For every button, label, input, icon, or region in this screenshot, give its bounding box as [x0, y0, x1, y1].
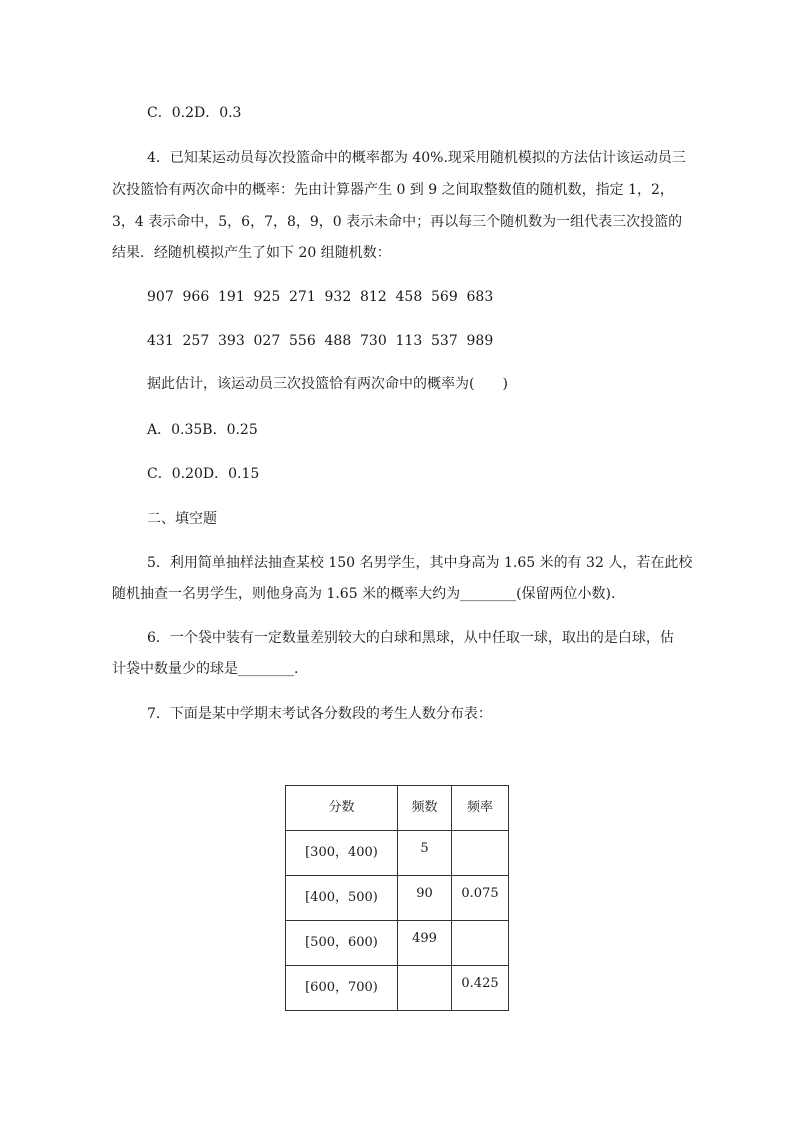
q7-text-line1: 7．下面是某中学期末考试各分数段的考生人数分布表： — [147, 706, 492, 722]
q4-text-line1: 4．已知某运动员每次投篮命中的概率都为 40%.现采用随机模拟的方法估计该运动员三 — [147, 150, 686, 166]
random-number: 257 — [182, 333, 210, 349]
score-range-cell: [600，700) — [286, 966, 398, 1011]
random-number: 537 — [431, 333, 458, 349]
q3-options-cd: C．0.2D．0.3 — [147, 105, 242, 121]
random-number: 932 — [324, 289, 352, 305]
count-cell: 5 — [398, 831, 452, 876]
count-cell: 499 — [398, 921, 452, 966]
random-number: 683 — [466, 289, 494, 305]
random-number: 730 — [360, 333, 387, 349]
table-row — [286, 921, 509, 966]
random-number: 393 — [218, 333, 245, 349]
count-cell: 90 — [398, 876, 452, 921]
header-frequency-count: 频数 — [398, 786, 452, 831]
random-number: 556 — [289, 333, 316, 349]
q4-options-cd: C．0.20D．0.15 — [147, 466, 260, 482]
q5-text-line2: 随机抽查一名男学生，则他身高为 1.65 米的概率大约为________(保留两位小数). — [112, 586, 616, 602]
header-frequency-rate: 频率 — [452, 786, 509, 831]
random-number: 989 — [466, 333, 494, 349]
q4-options-ab: A．0.35B．0.25 — [147, 422, 258, 438]
rate-cell: 0.075 — [452, 876, 509, 921]
random-number: 271 — [289, 289, 316, 305]
random-number: 458 — [395, 289, 423, 305]
rate-cell — [452, 921, 509, 966]
table-header-row — [286, 786, 509, 831]
random-number: 907 — [147, 289, 174, 305]
rate-cell: 0.425 — [452, 966, 509, 1011]
table-row — [286, 876, 509, 921]
random-numbers-row2 — [147, 334, 502, 348]
score-range-cell: [300，400) — [286, 831, 398, 876]
random-number: 191 — [218, 289, 245, 305]
random-number: 027 — [253, 333, 281, 349]
random-number: 812 — [360, 289, 387, 305]
score-distribution-table — [285, 785, 509, 1011]
section-title-fill-in: 二、填空题 — [147, 511, 217, 527]
random-numbers-row1 — [147, 290, 502, 304]
table-row — [286, 831, 509, 876]
q5-text-line1: 5．利用简单抽样法抽查某校 150 名男学生，其中身高为 1.65 米的有 32 人，若在此校 — [147, 555, 693, 571]
q4-estimate-question: 据此估计，该运动员三次投篮恰有两次命中的概率为( ) — [147, 376, 508, 392]
random-number: 431 — [147, 333, 174, 349]
table-row — [286, 966, 509, 1011]
score-range-cell: [400，500) — [286, 876, 398, 921]
q4-text-line2: 次投篮恰有两次命中的概率：先由计算器产生 0 到 9 之间取整数值的随机数，指定 1，2， — [112, 182, 674, 198]
random-number: 966 — [182, 289, 210, 305]
score-range-cell: [500，600) — [286, 921, 398, 966]
count-cell — [398, 966, 452, 1011]
random-number: 113 — [395, 333, 423, 349]
q6-text-line2: 计袋中数量少的球是________. — [112, 661, 299, 677]
header-score: 分数 — [286, 786, 398, 831]
q4-text-line3: 3，4 表示命中，5，6，7，8，9，0 表示未命中；再以每三个随机数为一组代表三次投篮的 — [112, 214, 683, 230]
random-number: 569 — [431, 289, 458, 305]
random-number: 925 — [253, 289, 281, 305]
random-number: 488 — [324, 333, 352, 349]
q6-text-line1: 6．一个袋中装有一定数量差别较大的白球和黑球，从中任取一球，取出的是白球，估 — [147, 630, 674, 646]
q4-text-line4: 结果．经随机模拟产生了如下 20 组随机数： — [112, 245, 391, 261]
rate-cell — [452, 831, 509, 876]
